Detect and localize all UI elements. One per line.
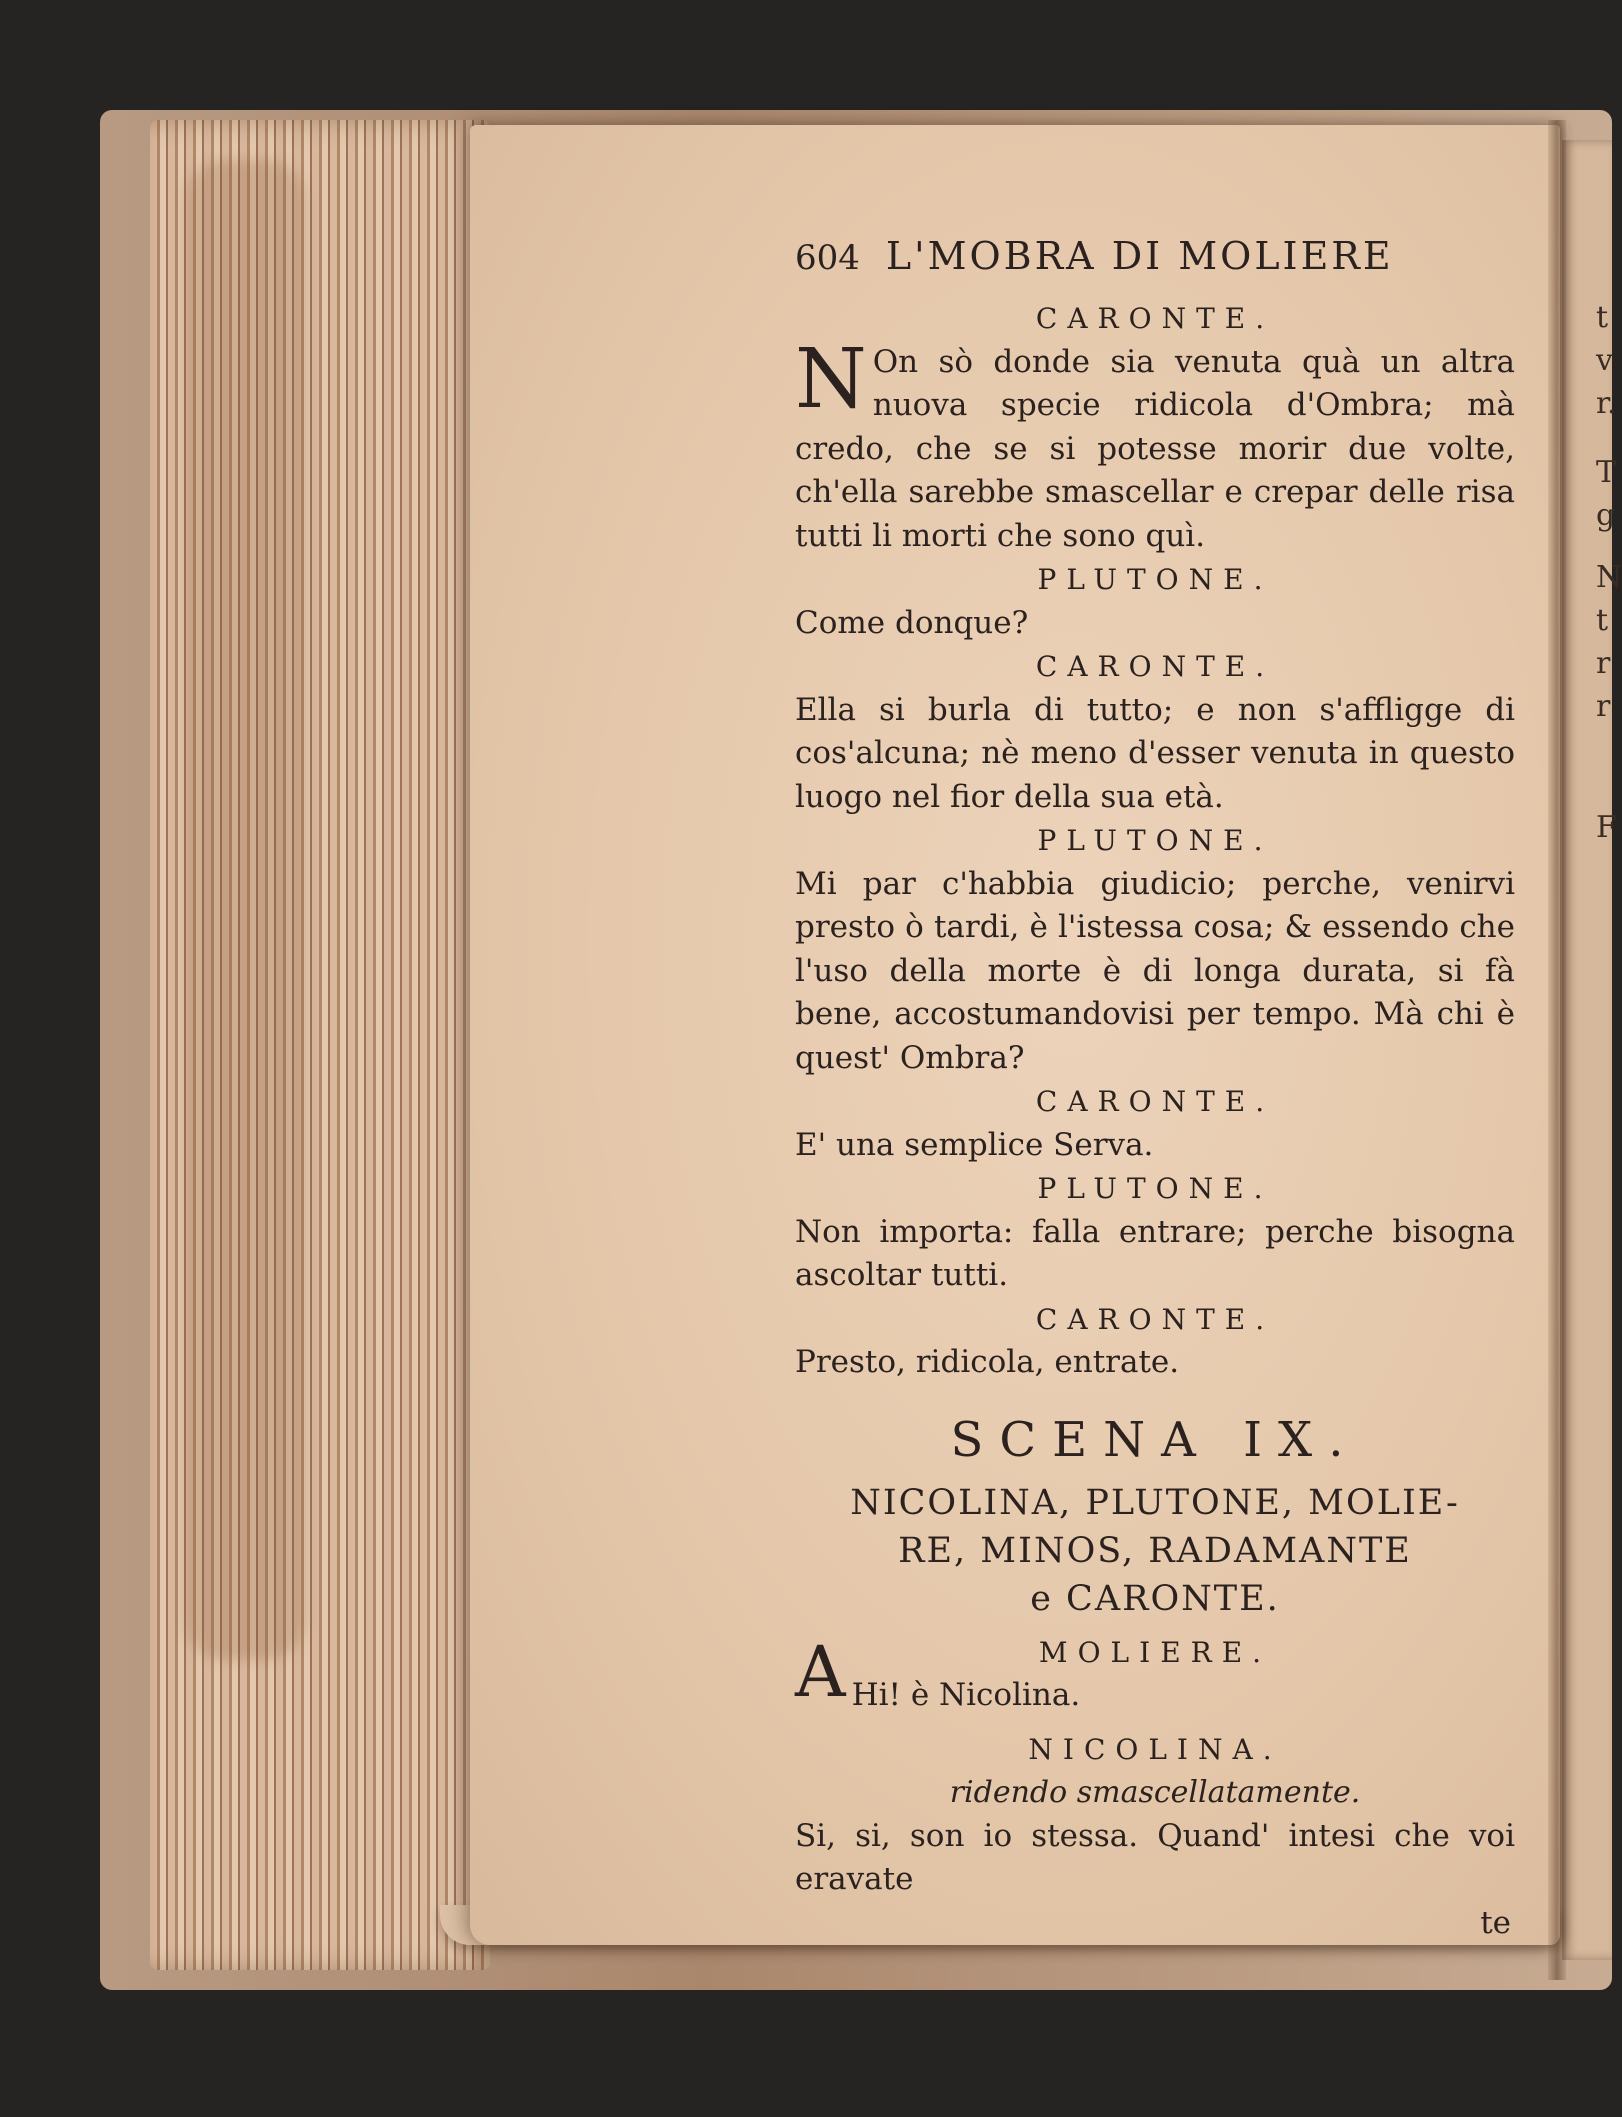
facing-fragment: t [1596,603,1609,638]
running-title: L'MOBRA DI MOLIERE [885,234,1394,278]
speaker-name: CARONTE. [1035,302,1275,335]
facing-fragment: r. [1596,386,1617,421]
scene-cast-line: e CARONTE. [1030,1578,1280,1619]
speech-text: Presto, ridicola, entrate. [795,1344,1180,1380]
stage-direction: ridendo smascellatamente. [949,1775,1361,1810]
facing-fragment: v [1596,343,1613,378]
gutter-shadow [1548,120,1566,1980]
scene-cast-line: NICOLINA, PLUTONE, MOLIE- [850,1482,1460,1523]
speech-text: Ella si burla di tutto; e non s'affligge di cos'alcuna; nè meno d'esser venuta in questo luogo nel fior della sua età. [795,691,1515,815]
scene-cast-line: RE, MINOS, RADAMANTE [898,1530,1412,1571]
speaker-name: CARONTE. [1035,1302,1275,1336]
speaker-name: NICOLINA. [1028,1732,1282,1766]
speaker-name: CARONTE. [1035,650,1275,683]
speech-text: E' una semplice Serva. [795,1126,1154,1163]
speech-text: Non importa: falla entrare; perche bisogna ascoltar tutti. [795,1213,1515,1293]
drop-cap: N [795,331,867,427]
speech-text: Si, si, son io stessa. Quand' intesi che voi eravate [795,1817,1515,1897]
speech-text: On sò donde sia venuta quà un altra nuova specie ridicola d'Ombra; mà credo, che se si potesse morir due volte, ch'ella sarebbe smascellar e crepar delle risa tutti li morti che sono quì. [795,343,1515,554]
drop-cap: A [795,1631,846,1713]
speech-text: Mi par c'habbia giudicio; perche, venirvi presto ò tardi, è l'istessa cosa; & essendo che l'uso della morte è di longa durata, si fà bene, accostumandovisi per tempo. Mà chi è quest' Ombra? [795,865,1515,1076]
facing-fragment: N [1596,560,1622,595]
speaker-name: MOLIERE. [1038,1635,1272,1669]
facing-fragment: t [1596,300,1609,335]
catchword: te [1480,1904,1511,1941]
facing-fragment: T [1596,455,1617,490]
speaker-name: PLUTONE. [1037,824,1273,857]
speech [795,331,1515,559]
speaker-name: PLUTONE. [1037,1172,1273,1205]
page-header [795,235,1515,297]
facing-fragment: F [1596,810,1617,845]
facing-fragment: g [1596,498,1616,533]
page-number: 604 [795,238,860,278]
speech-text: Come donque? [795,604,1029,641]
facing-fragment: r [1596,646,1611,681]
water-stain [185,160,305,1660]
speaker-name: PLUTONE. [1037,563,1273,596]
scene-heading: SCENA IX. [950,1411,1360,1468]
page-text [795,235,1515,1945]
facing-fragment: r [1596,689,1611,724]
speech-text: Hi! è Nicolina. [851,1677,1081,1713]
speaker-name: CARONTE. [1035,1085,1275,1118]
